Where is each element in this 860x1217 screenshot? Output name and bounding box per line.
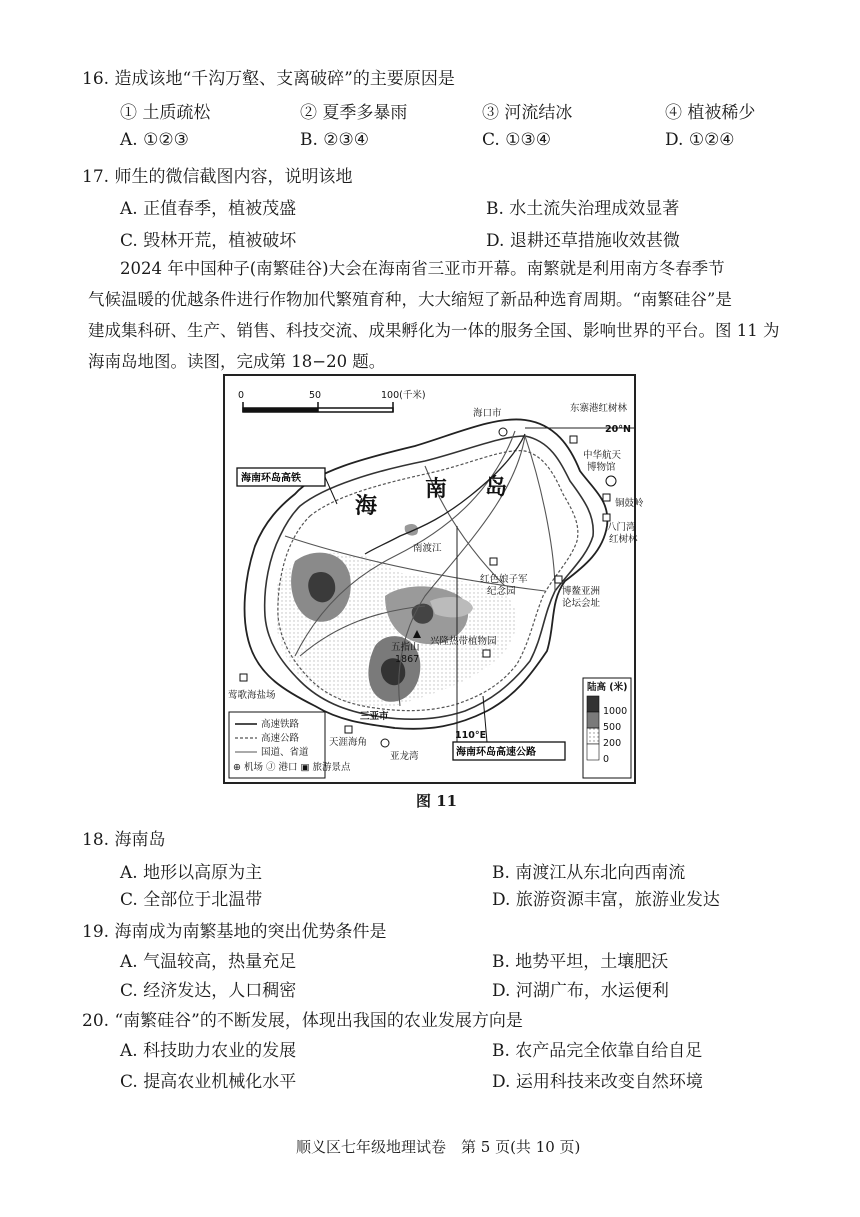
elev-500: 500 — [603, 722, 622, 733]
question-17-stem: 17. 师生的微信截图内容，说明该地 — [82, 167, 353, 187]
question-20-stem: 20. “南繁硅谷”的不断发展，体现出我国的农业发展方向是 — [82, 1011, 523, 1031]
q16-option-b[interactable]: B. ②③④ — [300, 130, 370, 150]
q18-option-b[interactable]: B. 南渡江从东北向西南流 — [492, 863, 686, 883]
place-red-2: 纪念园 — [487, 586, 516, 597]
rail-label: 海南环岛高铁 — [241, 473, 301, 484]
legend-symbols: ⊕ 机场 Ⓙ 港口 ▣ 旅游景点 — [233, 762, 351, 773]
q16-item-1: ① 土质疏松 — [120, 103, 211, 123]
q19-option-b[interactable]: B. 地势平坦，土壤肥沃 — [492, 952, 669, 972]
q18-option-d[interactable]: D. 旅游资源丰富，旅游业发达 — [492, 890, 720, 910]
question-19-stem: 19. 海南成为南繁基地的突出优势条件是 — [82, 922, 387, 942]
place-sanya: 三亚市 — [360, 711, 389, 722]
question-16-stem: 16. 造成该地“千沟万壑、支离破碎”的主要原因是 — [82, 69, 455, 89]
q20-option-c[interactable]: C. 提高农业机械化水平 — [120, 1072, 297, 1092]
scale-bar — [243, 402, 393, 412]
q17-option-b[interactable]: B. 水土流失治理成效显著 — [486, 199, 680, 219]
q16-item-4: ④ 植被稀少 — [665, 103, 756, 123]
q19-option-c[interactable]: C. 经济发达，人口稠密 — [120, 981, 297, 1001]
place-red-1: 红色娘子军 — [480, 574, 528, 585]
q19-option-d[interactable]: D. 河湖广布，水运便利 — [492, 981, 669, 1001]
q20-option-b[interactable]: B. 农产品完全依靠自给自足 — [492, 1041, 703, 1061]
place-boao-2: 论坛会址 — [562, 598, 601, 609]
place-xinglong: 兴隆热带植物园 — [430, 636, 497, 647]
place-dongzhai: 东寨港红树林 — [570, 403, 628, 414]
place-wuzhi-1: 五指山 — [391, 642, 420, 653]
place-yalong: 亚龙湾 — [390, 751, 419, 762]
lat-label: 20°N — [605, 424, 631, 435]
q20-option-a[interactable]: A. 科技助力农业的发展 — [120, 1041, 297, 1061]
passage-line-2: 气候温暖的优越条件进行作物加代繁殖育种，大大缩短了新品种选育周期。“南繁硅谷”是 — [88, 290, 732, 309]
q20-option-d[interactable]: D. 运用科技来改变自然环境 — [492, 1072, 703, 1092]
place-bamen-1: 八门湾 — [607, 522, 636, 533]
passage-line-1: 2024 年中国种子(南繁硅谷)大会在海南省三亚市开幕。南繁就是利用南方冬春季节 — [120, 259, 725, 278]
legend-highway: 高速公路 — [261, 733, 300, 744]
figure-caption: 图 11 — [416, 792, 458, 810]
highway-label: 海南环岛高速公路 — [456, 747, 536, 758]
question-18-stem: 18. 海南岛 — [82, 830, 166, 850]
q17-option-c[interactable]: C. 毁林开荒，植被破坏 — [120, 231, 297, 251]
island-char-2: 南 — [425, 476, 448, 502]
place-space-2: 博物馆 — [587, 462, 616, 473]
q18-option-a[interactable]: A. 地形以高原为主 — [120, 863, 263, 883]
scale-0: 0 — [238, 390, 245, 401]
q19-option-a[interactable]: A. 气温较高，热量充足 — [120, 952, 297, 972]
q16-option-d[interactable]: D. ①②④ — [665, 130, 735, 150]
place-tonggu: 铜鼓岭 — [615, 498, 644, 509]
island-char-1: 海 — [355, 493, 378, 519]
scale-100: 100(千米) — [381, 390, 426, 401]
q17-option-d[interactable]: D. 退耕还草措施收效甚微 — [486, 231, 680, 251]
legend-roads: 国道、省道 — [261, 747, 309, 758]
elev-200: 200 — [603, 738, 622, 749]
q16-option-c[interactable]: C. ①③④ — [482, 130, 551, 150]
legend-rail: 高速铁路 — [261, 719, 300, 730]
elev-0: 0 — [603, 754, 610, 765]
q17-option-a[interactable]: A. 正值春季，植被茂盛 — [120, 199, 297, 219]
place-bamen-2: 红树林 — [609, 534, 638, 545]
q16-item-3: ③ 河流结冰 — [482, 103, 573, 123]
place-boao-1: 博鳌亚洲 — [562, 586, 601, 597]
island-char-3: 岛 — [485, 474, 508, 500]
elev-legend-title: 陆高 (米) — [587, 682, 628, 693]
elev-1000: 1000 — [603, 706, 628, 717]
place-space-1: 中华航天 — [583, 450, 622, 461]
place-tianya: 天涯海角 — [329, 737, 368, 748]
q16-item-2: ② 夏季多暴雨 — [300, 103, 408, 123]
passage-line-4: 海南岛地图。读图，完成第 18−20 题。 — [88, 352, 386, 371]
lon-label: 110°E — [455, 730, 487, 741]
hainan-map — [223, 374, 644, 784]
river-label: 南渡江 — [413, 543, 442, 554]
q18-option-c[interactable]: C. 全部位于北温带 — [120, 890, 263, 910]
passage-line-3: 建成集科研、生产、销售、科技交流、成果孵化为一体的服务全国、影响世界的平台。图 11 为 — [88, 321, 780, 340]
scale-50: 50 — [309, 390, 322, 401]
page-footer: 顺义区七年级地理试卷 第 5 页(共 10 页) — [296, 1138, 581, 1156]
place-yingge: 莺歌海盐场 — [228, 690, 276, 701]
place-haikou: 海口市 — [473, 408, 502, 419]
q16-option-a[interactable]: A. ①②③ — [120, 130, 189, 150]
place-wuzhi-2: 1867 — [395, 654, 420, 665]
